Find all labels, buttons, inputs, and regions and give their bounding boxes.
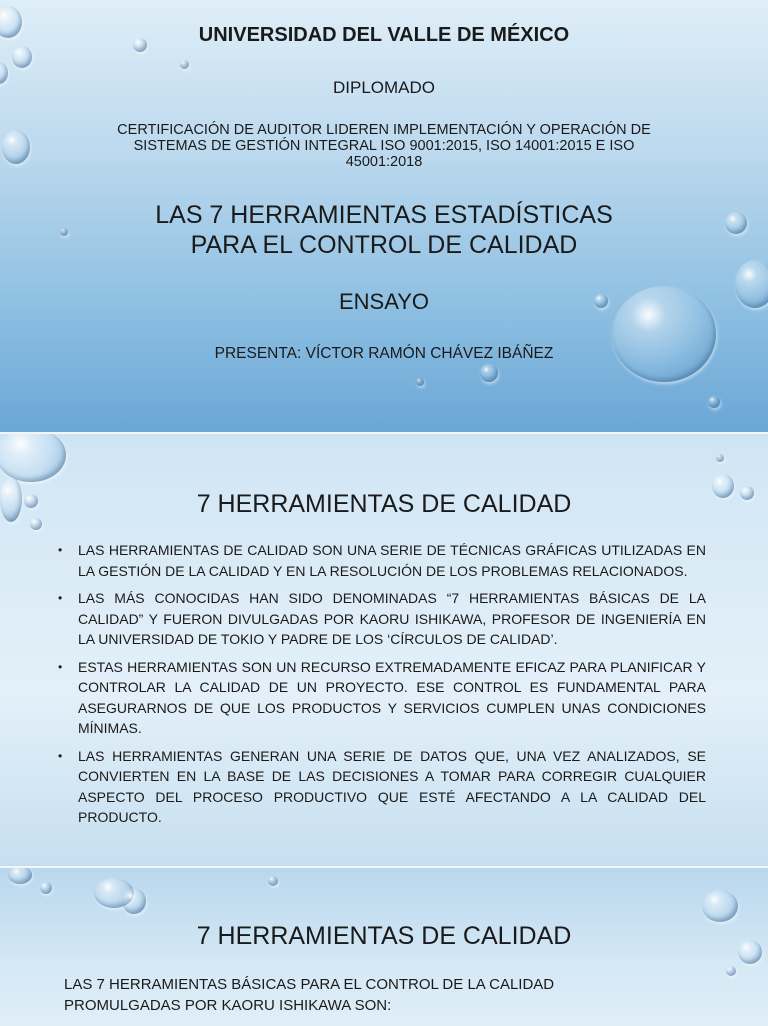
list-item: [58, 540, 706, 581]
list-item: [58, 657, 706, 739]
water-drop-decoration: [268, 876, 278, 886]
list-item-text: LAS HERRAMIENTAS DE CALIDAD SON UNA SERIE DE TÉCNICAS GRÁFICAS UTILIZADAS EN LA GESTIÓN DE LA CALIDAD Y EN LA RESOLUCIÓN DE LOS PROBLEMAS RELACIONADOS.: [78, 542, 706, 579]
water-drop-decoration: [30, 518, 42, 530]
presenter: PRESENTA: VÍCTOR RAMÓN CHÁVEZ IBÁÑEZ: [214, 345, 554, 362]
water-drop-decoration: [480, 364, 498, 382]
bullet-marker: •: [58, 591, 63, 605]
bullet-marker: •: [58, 748, 63, 763]
content-slide: [0, 866, 768, 1026]
bullet-list: [58, 540, 706, 835]
program-label: DIPLOMADO: [332, 78, 436, 97]
water-drop-decoration: [416, 378, 424, 386]
water-drop-decoration: [40, 882, 52, 894]
water-drop-decoration: [716, 454, 724, 462]
water-drop-decoration: [726, 966, 736, 976]
list-item-text: LAS MÁS CONOCIDAS HAN SIDO DENOMINADAS “7 HERRAMIENTAS BÁSICAS DE LA CALIDAD” Y FUERON DIVULGADAS POR KAORU ISHIKAWA, PROFESOR DE INGENIERÍA EN LA UNIVERSIDAD DE TOKIO Y PADRE DE LOS ‘CÍRCULOS DE CALIDAD’.: [78, 590, 706, 647]
university-name: UNIVERSIDAD DEL VALLE DE MÉXICO: [198, 24, 570, 46]
list-item: [58, 588, 706, 650]
bullet-marker: •: [58, 659, 63, 674]
slide-title: 7 HERRAMIENTAS DE CALIDAD: [196, 490, 572, 518]
water-drop-decoration: [122, 888, 146, 914]
water-drop-decoration: [702, 890, 738, 922]
water-drop-decoration: [180, 60, 189, 69]
water-drop-decoration: [0, 432, 66, 482]
water-drop-decoration: [8, 866, 32, 884]
list-item-text: ESTAS HERRAMIENTAS SON UN RECURSO EXTREMADAMENTE EFICAZ PARA PLANIFICAR Y CONTROLAR LA CALIDAD DE UN PROYECTO. ESE CONTROL ES FUNDAMENTAL PARA ASEGURARNOS DE QUE LOS PRODUCTOS Y SERVICIOS CUMPLEN UNAS CONDICIONES MÍNIMAS.: [78, 658, 706, 736]
slide-title: 7 HERRAMIENTAS DE CALIDAD: [196, 922, 572, 950]
title-slide: [0, 0, 768, 432]
water-drop-decoration: [12, 46, 32, 68]
water-drop-decoration: [708, 396, 720, 408]
list-item-text: LAS HERRAMIENTAS GENERAN UNA SERIE DE DATOS QUE, UNA VEZ ANALIZADOS, SE CONVIERTEN EN LA BASE DE LAS DECISIONES A TOMAR PARA CORREGIR CUALQUIER ASPECTO DEL PROCESO PRODUCTIVO QUE ESTÉ AFECTANDO A LA CALIDAD DEL PRODUCTO.: [78, 747, 706, 825]
content-slide: [0, 432, 768, 866]
bullet-marker: •: [58, 543, 63, 557]
title-line-1: LAS 7 HERRAMIENTAS ESTADÍSTICAS: [155, 201, 613, 229]
list-item: [58, 746, 706, 828]
title-line-2: PARA EL CONTROL DE CALIDAD: [190, 231, 578, 259]
slide-body-text: LAS 7 HERRAMIENTAS BÁSICAS PARA EL CONTROL DE LA CALIDAD PROMULGADAS POR KAORU ISHIKAWA SON:: [64, 976, 555, 1014]
certification-text: CERTIFICACIÓN DE AUDITOR LIDEREN IMPLEMENTACIÓN Y OPERACIÓN DE SISTEMAS DE GESTIÓN INTEGRAL ISO 9001:2015, ISO 14001:2015 E ISO 45001:2018: [117, 122, 651, 170]
slide-title: [0, 200, 768, 260]
document-type: ENSAYO: [338, 289, 430, 314]
